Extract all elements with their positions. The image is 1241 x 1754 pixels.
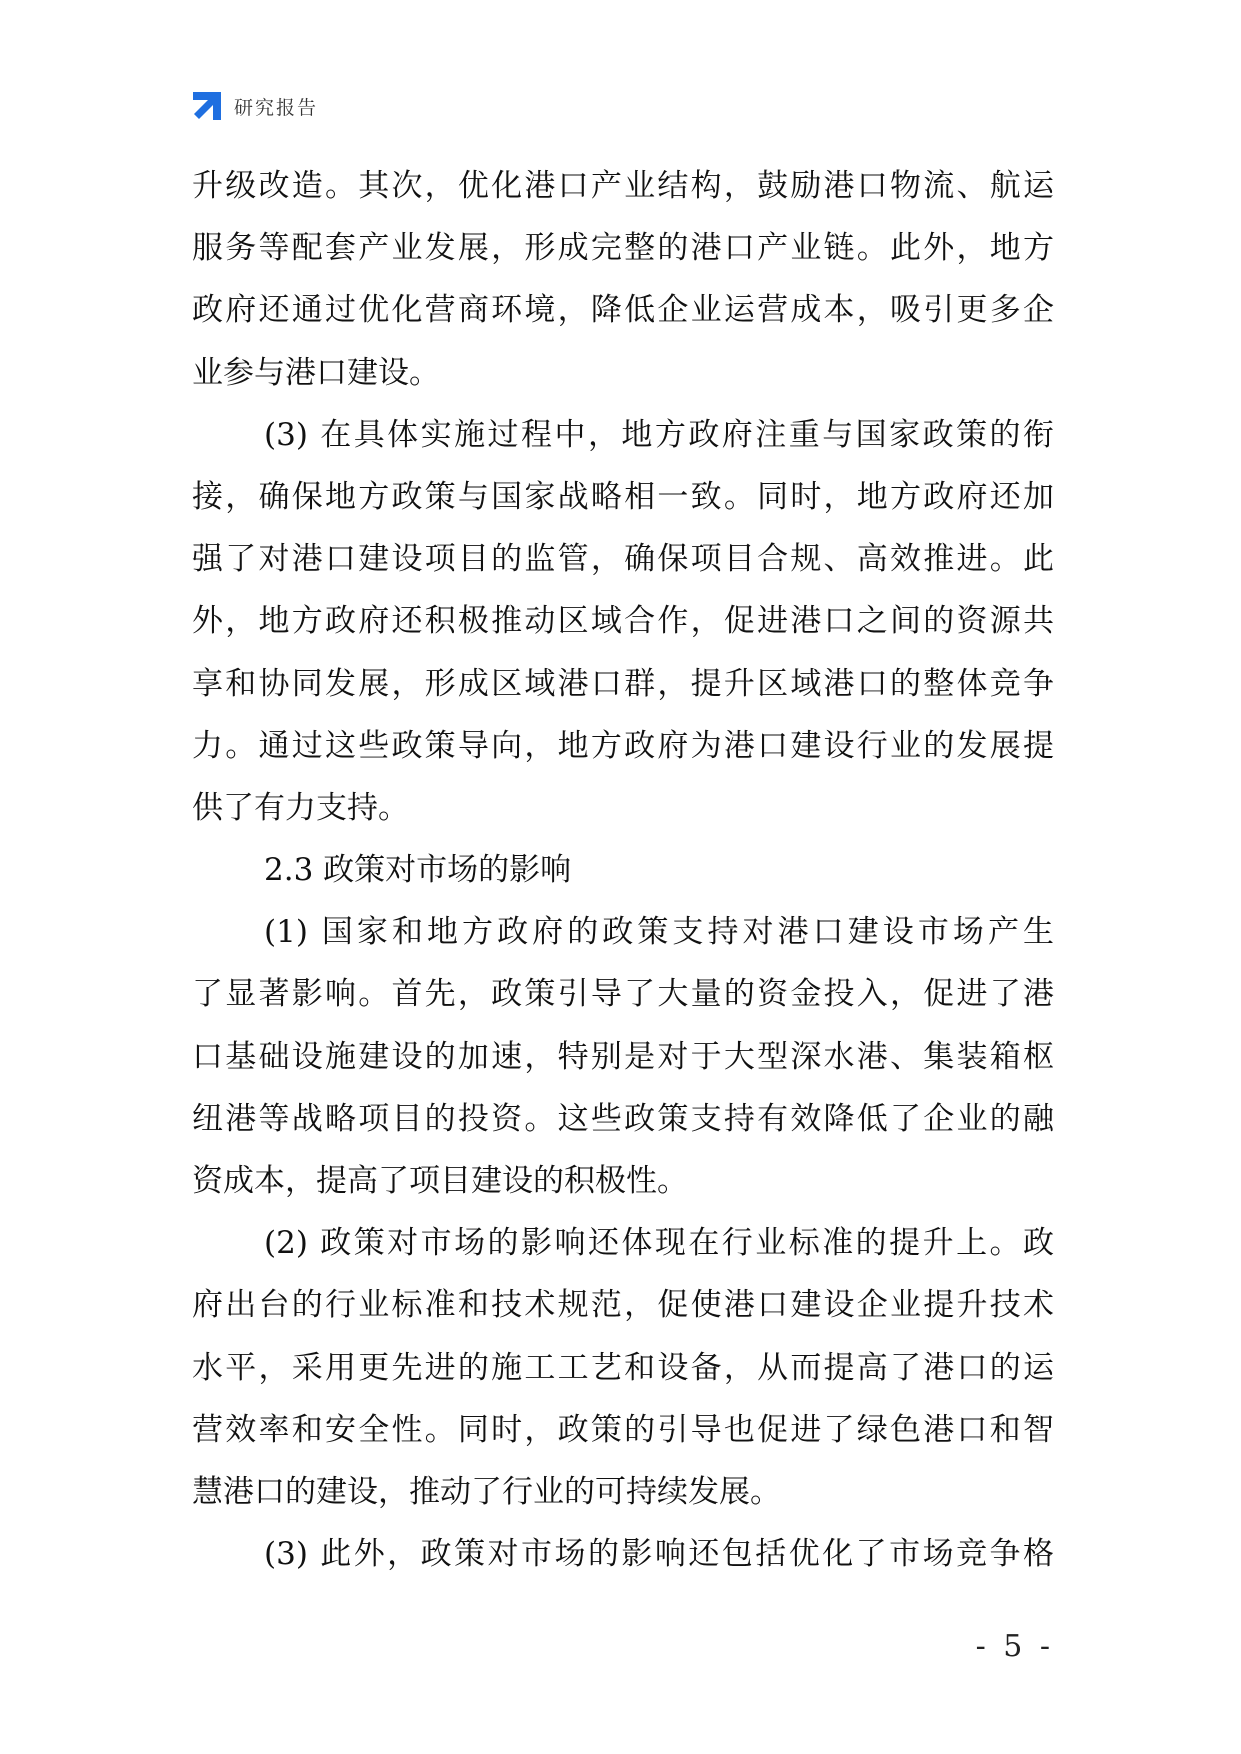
paragraph-start-line: (3) 在具体实施过程中，地方政府注重与国家政策的衔 (264, 416, 1054, 453)
text-line: 口基础设施建设的加速，特别是对于大型深水港、集装箱枢 (192, 1038, 1054, 1075)
text-line: 强了对港口建设项目的监管，确保项目合规、高效推进。此 (192, 541, 1054, 578)
text-line: 政府还通过优化营商环境，降低企业运营成本，吸引更多企 (192, 292, 1054, 329)
text-line: 力。通过这些政策导向，地方政府为港口建设行业的发展提 (192, 727, 1054, 764)
text-line: 营效率和安全性。同时，政策的引导也促进了绿色港口和智 (192, 1411, 1054, 1448)
text-line: 慧港口的建设，推动了行业的可持续发展。 (192, 1473, 781, 1510)
header-label: 研究报告 (234, 96, 319, 119)
text-line: 享和协同发展，形成区域港口群，提升区域港口的整体竞争 (192, 665, 1054, 702)
paragraph-start-line: (3) 此外，政策对市场的影响还包括优化了市场竞争格 (264, 1536, 1054, 1573)
text-line: 接，确保地方政策与国家战略相一致。同时，地方政府还加 (192, 478, 1054, 515)
text-line: 供了有力支持。 (192, 789, 409, 826)
text-line: 纽港等战略项目的投资。这些政策支持有效降低了企业的融 (192, 1100, 1054, 1137)
arrow-logo-icon (191, 90, 223, 122)
body-text (192, 155, 1054, 1585)
paragraph-start-line: (1) 国家和地方政府的政策支持对港口建设市场产生 (264, 914, 1054, 951)
text-line: 服务等配套产业发展，形成完整的港口产业链。此外，地方 (192, 230, 1054, 267)
text-line: 资成本，提高了项目建设的积极性。 (192, 1163, 688, 1199)
text-line: 水平，采用更先进的施工工艺和设备，从而提高了港口的运 (192, 1349, 1054, 1386)
text-line: 外，地方政府还积极推动区域合作，促进港口之间的资源共 (192, 603, 1054, 640)
text-line: 业参与港口建设。 (192, 354, 440, 391)
section-heading: 2.3 政策对市场的影响 (264, 852, 572, 889)
text-line: 升级改造。其次，优化港口产业结构，鼓励港口物流、航运 (192, 168, 1054, 204)
text-line: 了显著影响。首先，政策引导了大量的资金投入，促进了港 (192, 976, 1054, 1013)
paragraph-start-line: (2) 政策对市场的影响还体现在行业标准的提升上。政 (264, 1225, 1054, 1262)
report-header (191, 88, 318, 124)
page-number: - 5 - (975, 1629, 1054, 1664)
text-line: 府出台的行业标准和技术规范，促使港口建设企业提升技术 (192, 1287, 1054, 1324)
